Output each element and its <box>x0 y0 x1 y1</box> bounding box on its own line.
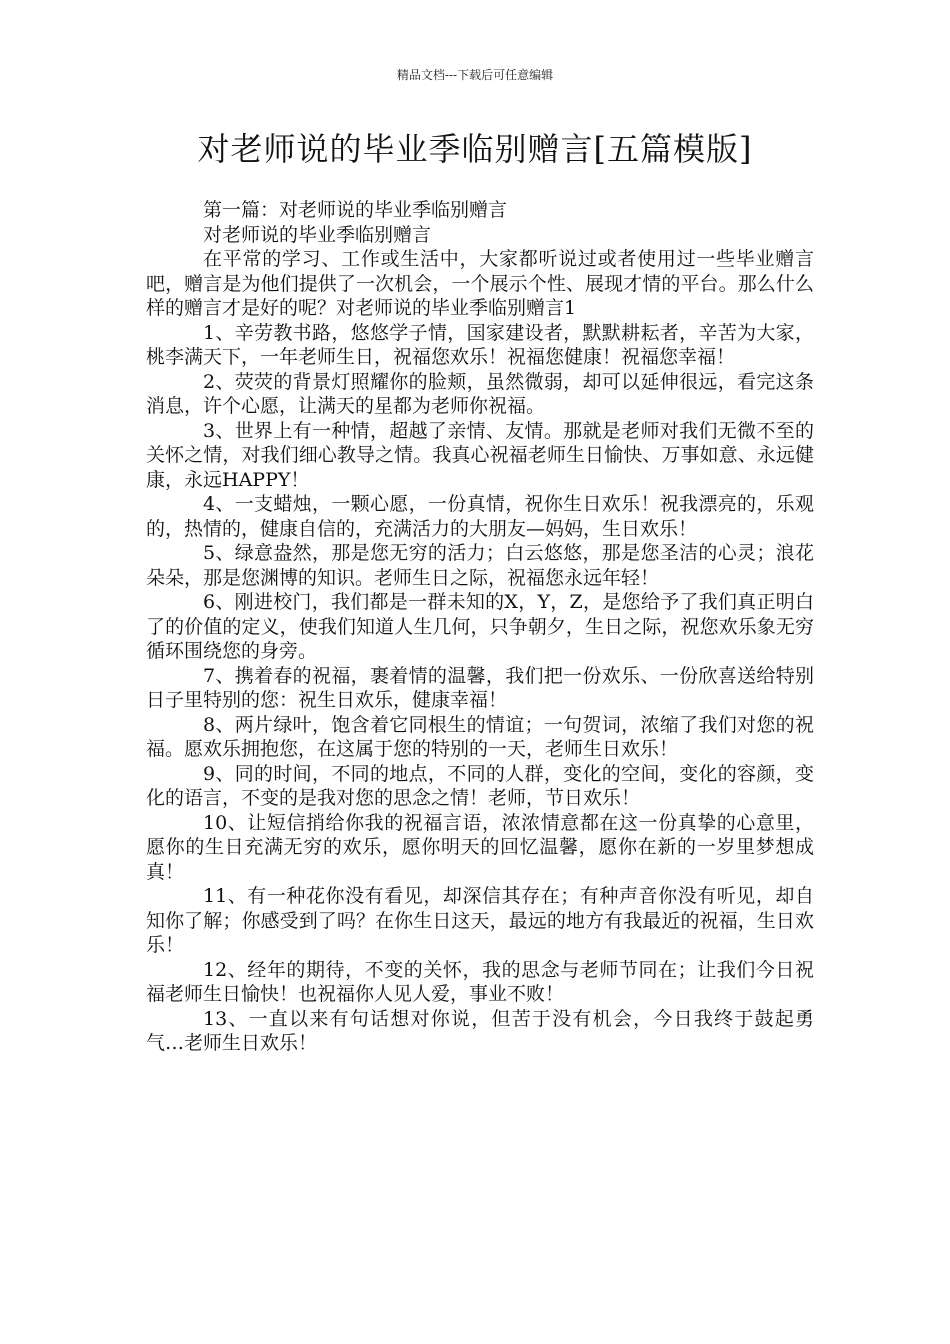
paragraph: 在平常的学习、工作或生活中，大家都听说过或者使用过一些毕业赠言吧，赠言是为他们提供了一次机会，一个展示个性、展现才情的平台。那么什么样的赠言才是好的呢？对老师说的毕业季临别赠言1 <box>146 248 814 319</box>
paragraph: 3、世界上有一种情，超越了亲情、友情。那就是老师对我们无微不至的关怀之情，对我们细心教导之情。我真心祝福老师生日愉快、万事如意、永远健康，永远HAPPY！ <box>146 419 814 491</box>
paragraph: 11、有一种花你没有看见，却深信其存在；有种声音你没有听见，却自知你了解；你感受到了吗？在你生日这天，最远的地方有我最近的祝福，生日欢乐！ <box>146 885 814 956</box>
paragraph: 7、携着春的祝福，裹着情的温馨，我们把一份欢乐、一份欣喜送给特别日子里特别的您：祝生日欢乐，健康幸福！ <box>146 664 814 711</box>
paragraph: 10、让短信捎给你我的祝福言语，浓浓情意都在这一份真挚的心意里，愿你的生日充满无穷的欢乐，愿你明天的回忆温馨，愿你在新的一岁里梦想成真！ <box>146 811 814 883</box>
document-body <box>146 198 814 1056</box>
paragraph: 9、同的时间，不同的地点，不同的人群，变化的空间，变化的容颜，变化的语言，不变的是我对您的思念之情！老师，节日欢乐！ <box>146 762 814 809</box>
paragraph: 4、一支蜡烛，一颗心愿，一份真情，祝你生日欢乐！祝我漂亮的，乐观的，热情的，健康自信的，充满活力的大朋友—妈妈，生日欢乐！ <box>146 493 814 540</box>
paragraph: 8、两片绿叶，饱含着它同根生的情谊；一句贺词，浓缩了我们对您的祝福。愿欢乐拥抱您，在这属于您的特别的一天，老师生日欢乐！ <box>146 713 814 760</box>
paragraph: 5、绿意盎然，那是您无穷的活力；白云悠悠，那是您圣洁的心灵；浪花朵朵，那是您渊博的知识。老师生日之际，祝福您永远年轻！ <box>146 542 814 589</box>
paragraph: 对老师说的毕业季临别赠言 <box>203 223 432 246</box>
header-note: 精品文档---下载后可任意编辑 <box>396 68 554 82</box>
paragraph: 12、经年的期待，不变的关怀，我的思念与老师节同在；让我们今日祝福老师生日愉快！也祝福你人见人爱，事业不败！ <box>146 958 814 1005</box>
paragraph: 第一篇：对老师说的毕业季临别赠言 <box>203 199 508 221</box>
paragraph: 6、刚进校门，我们都是一群未知的X，Y，Z，是您给予了我们真正明白了的价值的定义，使我们知道人生几何，只争朝夕，生日之际，祝您欢乐象无穷循环围绕您的身旁。 <box>146 591 814 662</box>
paragraph: 13、一直以来有句话想对你说，但苦于没有机会，今日我终于鼓起勇气…老师生日欢乐！ <box>146 1007 814 1054</box>
paragraph: 2、荧荧的背景灯照耀你的脸颊，虽然微弱，却可以延伸很远，看完这条消息，许个心愿，让满天的星都为老师你祝福。 <box>146 370 814 417</box>
paragraph: 1、辛劳教书路，悠悠学子情，国家建设者，默默耕耘者，辛苦为大家，桃李满天下，一年老师生日，祝福您欢乐！祝福您健康！祝福您幸福！ <box>146 321 814 368</box>
document-title: 对老师说的毕业季临别赠言[五篇模版] <box>197 130 753 168</box>
